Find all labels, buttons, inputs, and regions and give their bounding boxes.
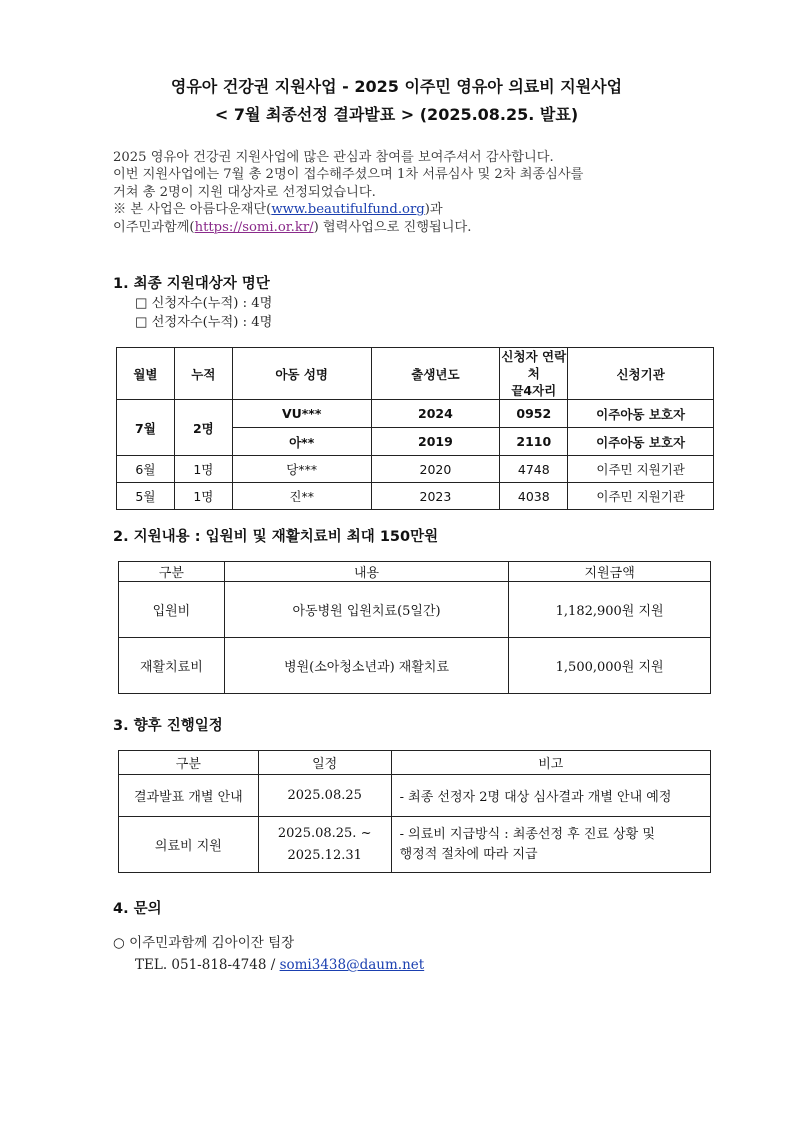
email-link[interactable]: somi3438@daum.net (279, 957, 425, 973)
intro-line: 거쳐 총 2명이 지원 대상자로 선정되었습니다. (113, 184, 376, 200)
intro-line: ※ 본 사업은 아름다운재단(www.beautifulfund.org)과 (113, 202, 443, 218)
applicants-count: □ 신청자수(누적) : 4명 (135, 296, 273, 311)
table-header-row (117, 348, 714, 400)
org-cell: 이주민 지원기관 (568, 456, 714, 483)
table-row (119, 582, 711, 638)
col-header: 내용 (224, 562, 508, 582)
section3-heading: 3. 향후 진행일정 (113, 718, 223, 734)
org-cell: 이주아동 보호자 (568, 428, 714, 456)
page-subtitle: < 7월 최종선정 결과발표 > (2025.08.25. 발표) (214, 105, 579, 124)
intro-paragraph (113, 149, 713, 236)
somi-link[interactable]: https://somi.or.kr/ (194, 219, 314, 235)
page-title: 영유아 건강권 지원사업 - 2025 이주민 영유아 의료비 지원사업 (170, 77, 623, 96)
col-header: 신청기관 (568, 348, 714, 400)
cumulative-cell: 1명 (174, 456, 232, 483)
col-header: 누적 (174, 348, 232, 400)
content-cell: 아동병원 입원치료(5일간) (224, 582, 508, 638)
selected-count: □ 선정자수(누적) : 4명 (135, 315, 273, 330)
date-cell: 2025.08.25. ~ 2025.12.31 (258, 817, 391, 873)
table-header-row (119, 751, 711, 775)
contact-person: ○ 이주민과함께 김아이잔 팀장 (113, 935, 295, 951)
phone-cell: 4748 (500, 456, 568, 483)
col-header: 신청자 연락처 끝4자리 (501, 349, 567, 398)
amount-cell: 1,182,900원 지원 (509, 582, 711, 638)
content-cell: 병원(소아청소년과) 재활치료 (224, 638, 508, 694)
table-header-row (119, 562, 711, 582)
phone-cell: 2110 (500, 428, 568, 456)
col-header: 아동 성명 (232, 348, 371, 400)
cumulative-cell: 2명 (174, 400, 232, 456)
name-cell: 당*** (232, 456, 371, 483)
intro-line: 이번 지원사업에는 7월 총 2명이 접수해주셨으며 1차 서류심사 및 2차 최종심사를 (113, 167, 584, 183)
cumulative-cell: 1명 (174, 483, 232, 510)
section4-heading: 4. 문의 (113, 901, 162, 917)
note-cell: - 의료비 지급방식 : 최종선정 후 진료 상황 및 행정적 절차에 따라 지급 (391, 817, 710, 873)
table-row (119, 817, 711, 873)
category-cell: 재활치료비 (119, 638, 225, 694)
col-header: 지원금액 (509, 562, 711, 582)
category-cell: 결과발표 개별 안내 (119, 775, 259, 817)
amount-cell: 1,500,000원 지원 (509, 638, 711, 694)
month-cell: 5월 (117, 483, 175, 510)
category-cell: 입원비 (119, 582, 225, 638)
org-cell: 이주민 지원기관 (568, 483, 714, 510)
year-cell: 2023 (371, 483, 500, 510)
phone-cell: 4038 (500, 483, 568, 510)
name-cell: 아** (232, 428, 371, 456)
table-row (119, 775, 711, 817)
col-header: 출생년도 (371, 348, 500, 400)
recipients-table (116, 347, 714, 510)
note-cell: - 최종 선정자 2명 대상 심사결과 개별 안내 예정 (391, 775, 710, 817)
table-row (119, 638, 711, 694)
schedule-table (118, 750, 711, 873)
category-cell: 의료비 지원 (119, 817, 259, 873)
section2-heading: 2. 지원내용 : 입원비 및 재활치료비 최대 150만원 (113, 529, 439, 545)
table-row (117, 400, 714, 428)
name-cell: 진** (232, 483, 371, 510)
org-cell: 이주아동 보호자 (568, 400, 714, 428)
date-cell: 2025.08.25 (258, 775, 391, 817)
col-header: 구분 (119, 562, 225, 582)
intro-line: 이주민과함께(https://somi.or.kr/) 협력사업으로 진행됩니다. (113, 219, 472, 235)
col-header: 비고 (391, 751, 710, 775)
name-cell: VU*** (232, 400, 371, 428)
table-row (117, 456, 714, 483)
month-cell: 6월 (117, 456, 175, 483)
year-cell: 2020 (371, 456, 500, 483)
support-content-table (118, 561, 711, 694)
beautifulfund-link[interactable]: www.beautifulfund.org (271, 202, 425, 218)
section1-heading: 1. 최종 지원대상자 명단 (113, 276, 270, 292)
year-cell: 2019 (371, 428, 500, 456)
month-cell: 7월 (117, 400, 175, 456)
col-header: 일정 (258, 751, 391, 775)
table-row (117, 483, 714, 510)
col-header: 월별 (117, 348, 175, 400)
col-header: 구분 (119, 751, 259, 775)
phone-cell: 0952 (500, 400, 568, 428)
contact-line: TEL. 051-818-4748 / somi3438@daum.net (135, 957, 425, 973)
intro-line: 2025 영유아 건강권 지원사업에 많은 관심과 참여를 보여주셔서 감사합니다. (113, 150, 554, 165)
year-cell: 2024 (371, 400, 500, 428)
